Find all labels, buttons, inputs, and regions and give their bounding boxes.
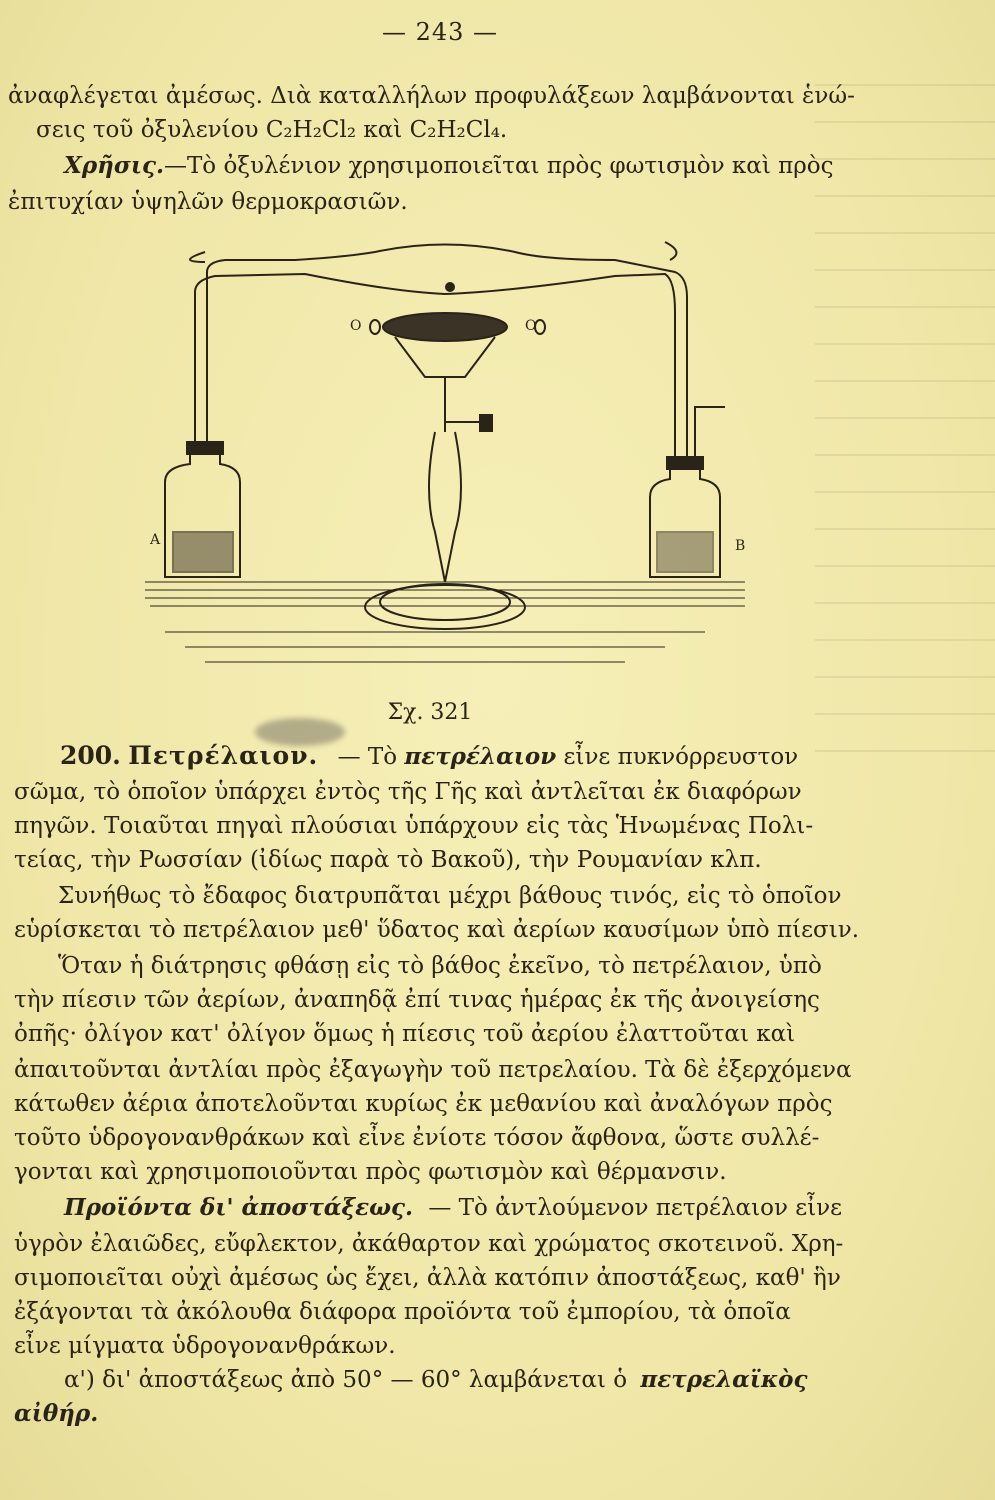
text-line: εὑρίσκεται τὸ πετρέλαιον μεθ' ὕδατος καὶ ἀερίων καυσίμων ὑπὸ πίεσιν. [14, 917, 860, 943]
label-left-bottle: A [150, 532, 161, 548]
label-right-bottle: B [735, 538, 746, 554]
text-line: Ὅταν ἡ διάτρησις φθάσῃ εἰς τὸ βάθος ἐκεῖνο, τὸ πετρέλαιον, ὑπὸ [58, 953, 822, 979]
text-line: γονται καὶ χρησιμοποιοῦνται πρὸς φωτισμὸν καὶ θέρμανσιν. [14, 1159, 727, 1185]
text-line: σεις τοῦ ὀξυλενίου C₂H₂Cl₂ καὶ C₂H₂Cl₄. [36, 117, 508, 143]
text-line: Συνήθως τὸ ἔδαφος διατρυπᾶται μέχρι βάθους τινός, εἰς τὸ ὁποῖον [58, 883, 842, 909]
text-line: ἀπαιτοῦνται ἀντλίαι πρὸς ἐξαγωγὴν τοῦ πετρελαίου. Τὰ δὲ ἐξερχόμενα [14, 1057, 852, 1083]
text-line: κάτωθεν ἀέρια ἀποτελοῦνται κυρίως ἐκ μεθανίου καὶ ἀναλόγων πρὸς [14, 1091, 833, 1117]
text-line: Χρῆσις.—Τὸ ὀξυλένιον χρησιμοποιεῖται πρὸς φωτισμὸν καὶ πρὸς [64, 152, 834, 179]
apparatus-figure [145, 232, 760, 687]
text-line: ἐξάγονται τὰ ἀκόλουθα διάφορα προϊόντα τοῦ ἐμπορίου, τὰ ὁποῖα [14, 1299, 791, 1325]
text-line: σῶμα, τὸ ὁποῖον ὑπάρχει ἐντὸς τῆς Γῆς καὶ ἀντλεῖται ἐκ διαφόρων [14, 779, 802, 805]
text-line: τοῦτο ὑδρογονανθράκων καὶ εἶνε ἐνίοτε τόσον ἄφθονα, ὥστε συλλέ- [14, 1125, 820, 1151]
text-line: σιμοποιεῖται οὐχὶ ἀμέσως ὡς ἔχει, ἀλλὰ κατόπιν ἀποστάξεως, καθ' ἣν [14, 1265, 841, 1291]
right-bottle [650, 297, 725, 577]
text-line: ἀναφλέγεται ἀμέσως. Διὰ καταλλήλων προφυλάξεων λαμβάνονται ἑνώ- [8, 83, 855, 109]
text-line: εἶνε μίγματα ὑδρογονανθράκων. [14, 1333, 396, 1359]
page-number: — 243 — [381, 18, 499, 46]
section-title: Πετρέλαιον. [128, 741, 319, 770]
text-line: ὀπῆς· ὀλίγον κατ' ὀλίγον ὅμως ἡ πίεσις τοῦ ἀερίου ἐλαττοῦται καὶ [14, 1021, 796, 1047]
distillation-heading: Προϊόντα δι' ἀποστάξεως. — Τὸ ἀντλούμενον πετρέλαιον εἶνε [64, 1194, 843, 1221]
text-line: ἐπιτυχίαν ὑψηλῶν θερμοκρασιῶν. [8, 189, 408, 215]
label-tube-left: O [350, 318, 362, 334]
text-line: τὴν πίεσιν τῶν ἀερίων, ἀναπηδᾷ ἐπί τινας ἡμέρας ἐκ τῆς ἀνοιγείσης [14, 987, 820, 1013]
text-line: αἰθήρ. [14, 1400, 99, 1427]
label-tube-right: O [525, 318, 537, 334]
section-label-usage: Χρῆσις. [64, 152, 164, 179]
left-bottle [165, 272, 240, 577]
burner-stand [365, 283, 545, 629]
text-line: τείας, τὴν Ρωσσίαν (ἰδίως παρὰ τὸ Βακοῦ), τὴν Ρουμανίαν κλπ. [14, 847, 762, 873]
figure-caption: Σχ. 321 [387, 700, 473, 725]
table-hatching [145, 582, 745, 662]
section-heading: 200. Πετρέλαιον. — Τὸ πετρέλαιον εἶνε πυκνόρρευστον [60, 741, 799, 770]
text-line: α') δι' ἀποστάξεως ἀπὸ 50° — 60° λαμβάνεται ὁ πετρελαϊκὸς [64, 1366, 808, 1393]
text-line: ὑγρὸν ἐλαιῶδες, εὔφλεκτον, ἀκάθαρτον καὶ χρώματος σκοτεινοῦ. Χρη- [14, 1231, 844, 1257]
text-line: πηγῶν. Τοιαῦται πηγαὶ πλούσιαι ὑπάρχουν εἰς τὰς Ἡνωμένας Πολι- [14, 813, 814, 839]
section-number: 200. [60, 741, 121, 770]
